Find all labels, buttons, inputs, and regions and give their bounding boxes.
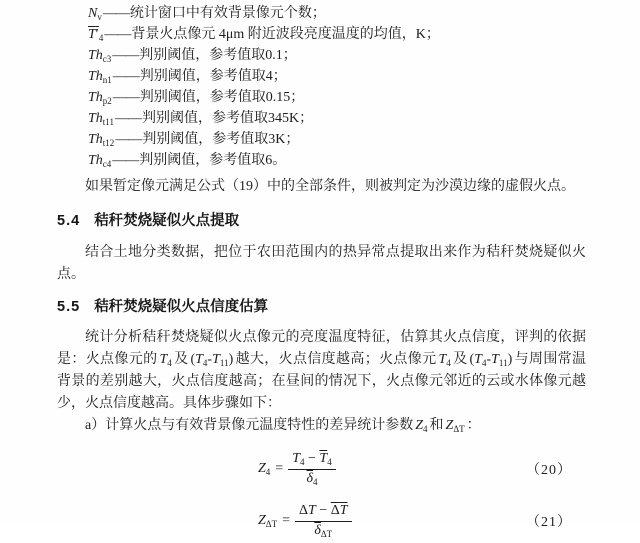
equals-sign: =: [275, 461, 284, 476]
body-text: 统计分析秸秆焚烧疑似火点像元的亮度温度特征，估算其火点信度，评判的依据是：火点像元的: [57, 330, 586, 367]
definition-dash: ——: [115, 132, 142, 147]
symbol-definitions: [57, 3, 586, 171]
definition-row-th-t12: [88, 129, 586, 150]
body-text: ：: [466, 418, 481, 433]
inline-math-t4: $T_4$: [159, 352, 172, 368]
body-text: 和: [429, 418, 444, 433]
symbol-th-p2: $Th_{p2}$: [88, 90, 112, 106]
definition-dash: ——: [112, 48, 139, 63]
symbol-nv: $N_v$: [88, 6, 102, 22]
definition-text: 判别阈值，参考值取6。: [139, 153, 287, 168]
lhs-z-delta-t: $Z_{\Delta T}$: [258, 513, 278, 529]
definition-text: 判别阈值，参考值取345K；: [141, 111, 314, 126]
inline-math-z-delta-t: $Z_{\Delta T}$: [445, 418, 465, 434]
body-text: 与周围常温背景的差别越大，火点信度越高；在昼间的情况下，火点像元邻近的云或水体像元越少，火点信度越高。具体步骤如下：: [57, 352, 587, 411]
denominator-delta4bar: $\overline{\delta}_4$: [306, 470, 318, 487]
equation-21-formula: [258, 503, 352, 538]
definition-row-th-t11: [88, 108, 586, 129]
section-number: 5.4: [57, 213, 81, 229]
equation-20-formula: [258, 451, 336, 486]
lhs-z4: $Z_4$: [258, 461, 271, 477]
definition-dash: ——: [112, 69, 139, 84]
definition-dash: ——: [102, 6, 129, 21]
definition-text: 背景火点像元 4μm 附近波段亮度温度的均值，K；: [131, 27, 440, 42]
definition-row-t4bar: [88, 24, 586, 45]
inline-math-t4-minus-t11: $(T_4-T_{11})$: [469, 352, 513, 368]
definition-text: 判别阈值，参考值取4；: [139, 69, 287, 84]
definition-dash: ——: [104, 27, 131, 42]
equals-sign: =: [282, 513, 290, 528]
symbol-th-t12: $Th_{t12}$: [88, 132, 115, 148]
symbol-th-t11: $Th_{t11}$: [88, 111, 114, 127]
definition-row-th-n1: [88, 66, 586, 87]
equation-21: [57, 499, 586, 543]
fraction: [295, 503, 352, 538]
inline-math-t4-minus-t11: $(T_4-T_{11})$: [190, 352, 234, 368]
fraction: [288, 451, 336, 486]
symbol-t4bar-prime: $T'_4$: [88, 27, 104, 43]
section-number: 5.5: [57, 299, 81, 315]
symbol-th-c3: $Th_{c3}$: [88, 48, 112, 64]
equation-number: （21）: [526, 515, 572, 530]
definition-dash: ——: [112, 153, 139, 168]
inline-math-z4: $Z_4$: [415, 418, 428, 434]
body-text: 越大，火点信度越高；火点像元: [235, 352, 437, 367]
section-5-4-body: 结合土地分类数据，把位于农田范围内的热异常点提取出来作为秸秆焚烧疑似火点。: [57, 245, 586, 282]
definition-text: 判别阈值，参考值取0.15；: [139, 90, 305, 105]
definition-row-th-c4: [88, 150, 586, 171]
symbol-th-c4: $Th_{c4}$: [88, 153, 112, 169]
definition-row-th-p2: [88, 87, 586, 108]
numerator-t4-minus-t4bar: $T_4 - \overline{T}_4$: [288, 451, 336, 469]
body-text: 及: [452, 352, 468, 367]
definition-text: 判别阈值，参考值取3K；: [142, 132, 300, 147]
denominator-delta-deltat-bar: $\overline{\delta}_{\Delta T}$: [314, 522, 333, 539]
body-text: a）计算火点与有效背景像元温度特性的差异统计参数: [85, 418, 414, 433]
body-text: 及: [173, 352, 189, 367]
definition-dash: ——: [114, 111, 141, 126]
inline-math-t4: $T_4$: [438, 352, 451, 368]
step-a-line: [57, 415, 586, 437]
numerator-deltat-minus-deltatbar: ΔT − ΔT: [295, 503, 352, 521]
definition-text: 统计窗口中有效背景像元个数；: [129, 6, 326, 21]
definition-text: 判别阈值，参考值取0.1；: [139, 48, 297, 63]
definition-row-th-c3: [88, 45, 586, 66]
symbol-th-n1: $Th_{n1}$: [88, 69, 112, 85]
section-5-5-body: [57, 327, 586, 415]
equation-20: [57, 447, 586, 491]
definition-dash: ——: [112, 90, 139, 105]
section-heading-5-4: [57, 210, 586, 232]
section-title: 秸秆焚烧疑似火点提取: [94, 213, 240, 229]
section-heading-5-5: [57, 296, 586, 318]
section-title: 秸秆焚烧疑似火点信度估算: [94, 299, 269, 315]
equation-number: （20）: [526, 463, 572, 478]
desert-false-fire-paragraph: 如果暂定像元满足公式（19）中的全部条件，则被判定为沙漠边缘的虚假火点。: [85, 179, 575, 194]
definition-row-nv: [88, 3, 586, 24]
